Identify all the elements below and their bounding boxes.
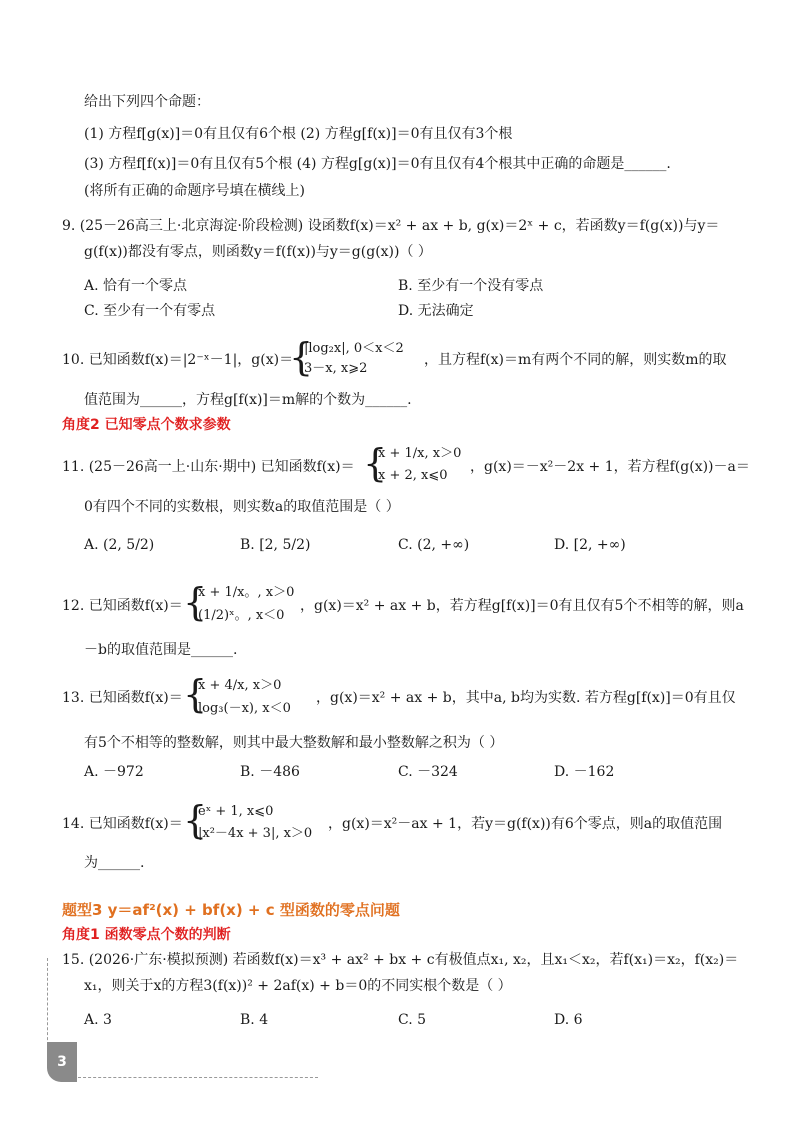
intro-line-1: 给出下列四个命题：	[84, 94, 210, 110]
q10-brace: {	[289, 335, 314, 379]
q12-brace: {	[183, 580, 208, 624]
q12-prefix: 12. 已知函数f(x)＝	[62, 598, 183, 614]
q11-option-b: B. [2, 5/2)	[240, 537, 311, 553]
q11-option-d: D. [2, +∞)	[554, 537, 626, 553]
q12-suffix: ，g(x)＝x² + ax + b，若方程g[f(x)]＝0有且仅有5个不相等的解，则a	[300, 598, 744, 614]
q9-line-2: g(f(x))都没有零点，则函数y＝f(f(x))与y＝g(g(x))（ ）	[84, 244, 432, 260]
q13-option-d: D. －162	[554, 764, 615, 780]
q10-line-2: 值范围为______，方程g[f(x)]＝m解的个数为______.	[84, 392, 412, 408]
q13-suffix: ，g(x)＝x² + ax + b，其中a, b均为实数. 若方程g[f(x)]＝0有且仅	[316, 690, 736, 706]
q10-suffix: ，且方程f(x)＝m有两个不同的解，则实数m的取	[424, 352, 727, 368]
q14-suffix: ，g(x)＝x²－ax + 1，若y＝g(f(x))有6个零点，则a的取值范围	[328, 816, 723, 832]
q11-option-c: C. (2, +∞)	[398, 537, 470, 553]
q13-case-2: log₃(－x), x＜0	[198, 701, 291, 716]
q13-brace: {	[183, 672, 208, 716]
intro-line-2: (1) 方程f[g(x)]＝0有且仅有6个根 (2) 方程g[f(x)]＝0有且仅有3个根	[84, 126, 513, 142]
q14-case-1: eˣ + 1, x⩽0	[198, 804, 274, 819]
page-number: 3	[57, 1054, 67, 1070]
q12-case-2: (1/2)ˣ。, x＜0	[198, 608, 285, 623]
q15-line-2: x₁，则关于x的方程3(f(x))² + 2af(x) + b＝0的不同实根个数是（ ）	[84, 978, 512, 994]
q14-line-2: 为______.	[84, 855, 145, 871]
q9-option-c: C. 至少有一个有零点	[84, 303, 216, 319]
page-number-tab	[47, 1042, 77, 1082]
intro-line-4: (将所有正确的命题序号填在横线上)	[84, 183, 305, 199]
q9-option-b: B. 至少有一个没有零点	[398, 278, 544, 294]
margin-dashed-line	[47, 958, 48, 1050]
q13-option-b: B. －486	[240, 764, 300, 780]
q11-prefix: 11. (25－26高一上·山东·期中) 已知函数f(x)＝	[62, 459, 355, 475]
q14-prefix: 14. 已知函数f(x)＝	[62, 816, 183, 832]
q10-case-2: 3－x, x⩾2	[304, 361, 368, 376]
q13-option-c: C. －324	[398, 764, 458, 780]
q15-option-b: B. 4	[240, 1012, 269, 1028]
q9-option-a: A. 恰有一个零点	[84, 278, 188, 294]
q15-option-a: A. 3	[84, 1012, 112, 1028]
q10-case-1: |log₂x|, 0＜x＜2	[304, 341, 404, 356]
q9-option-d: D. 无法确定	[398, 303, 474, 319]
q14-brace: {	[183, 798, 208, 842]
q12-case-1: x + 1/x。, x＞0	[198, 585, 295, 600]
q15-option-c: C. 5	[398, 1012, 427, 1028]
q11-case-1: x + 1/x, x＞0	[378, 446, 462, 461]
q11-brace: {	[363, 441, 388, 485]
q11-case-2: x + 2, x⩽0	[378, 468, 448, 483]
heading-type-3: 题型3 y＝af²(x) + bf(x) + c 型函数的零点问题	[62, 901, 400, 919]
intro-line-3: (3) 方程f[f(x)]＝0有且仅有5个根 (4) 方程g[g(x)]＝0有且仅有4个根其中正确的命题是______.	[84, 156, 671, 172]
q9-line-1: 9. (25－26高三上·北京海淀·阶段检测) 设函数f(x)＝x² + ax + b, g(x)＝2ˣ + c，若函数y＝f(g(x))与y＝	[62, 218, 720, 234]
q11-suffix: ，g(x)＝－x²－2x + 1，若方程f(g(x))－a＝	[470, 459, 750, 475]
q11-line-2: 0有四个不同的实数根，则实数a的取值范围是（ ）	[84, 499, 400, 515]
q15-option-d: D. 6	[554, 1012, 583, 1028]
q10-prefix: 10. 已知函数f(x)＝|2⁻ˣ－1|，g(x)＝	[62, 352, 294, 368]
q14-case-2: |x²－4x + 3|, x＞0	[198, 826, 313, 841]
q11-option-a: A. (2, 5/2)	[84, 537, 155, 553]
q15-line-1: 15. (2026·广东·模拟预测) 若函数f(x)＝x³ + ax² + bx + c有极值点x₁, x₂，且x₁＜x₂，若f(x₁)＝x₂，f(x₂)＝	[62, 952, 739, 968]
q13-option-a: A. －972	[84, 764, 144, 780]
heading-angle-1: 角度1 函数零点个数的判断	[62, 927, 231, 943]
q13-prefix: 13. 已知函数f(x)＝	[62, 690, 183, 706]
q12-line-2: －b的取值范围是______.	[84, 642, 238, 658]
footer-dashed-line	[78, 1077, 318, 1078]
q13-line-2: 有5个不相等的整数解，则其中最大整数解和最小整数解之积为（ ）	[84, 735, 504, 751]
heading-angle-2: 角度2 已知零点个数求参数	[62, 417, 231, 433]
q13-case-1: x + 4/x, x＞0	[198, 678, 282, 693]
